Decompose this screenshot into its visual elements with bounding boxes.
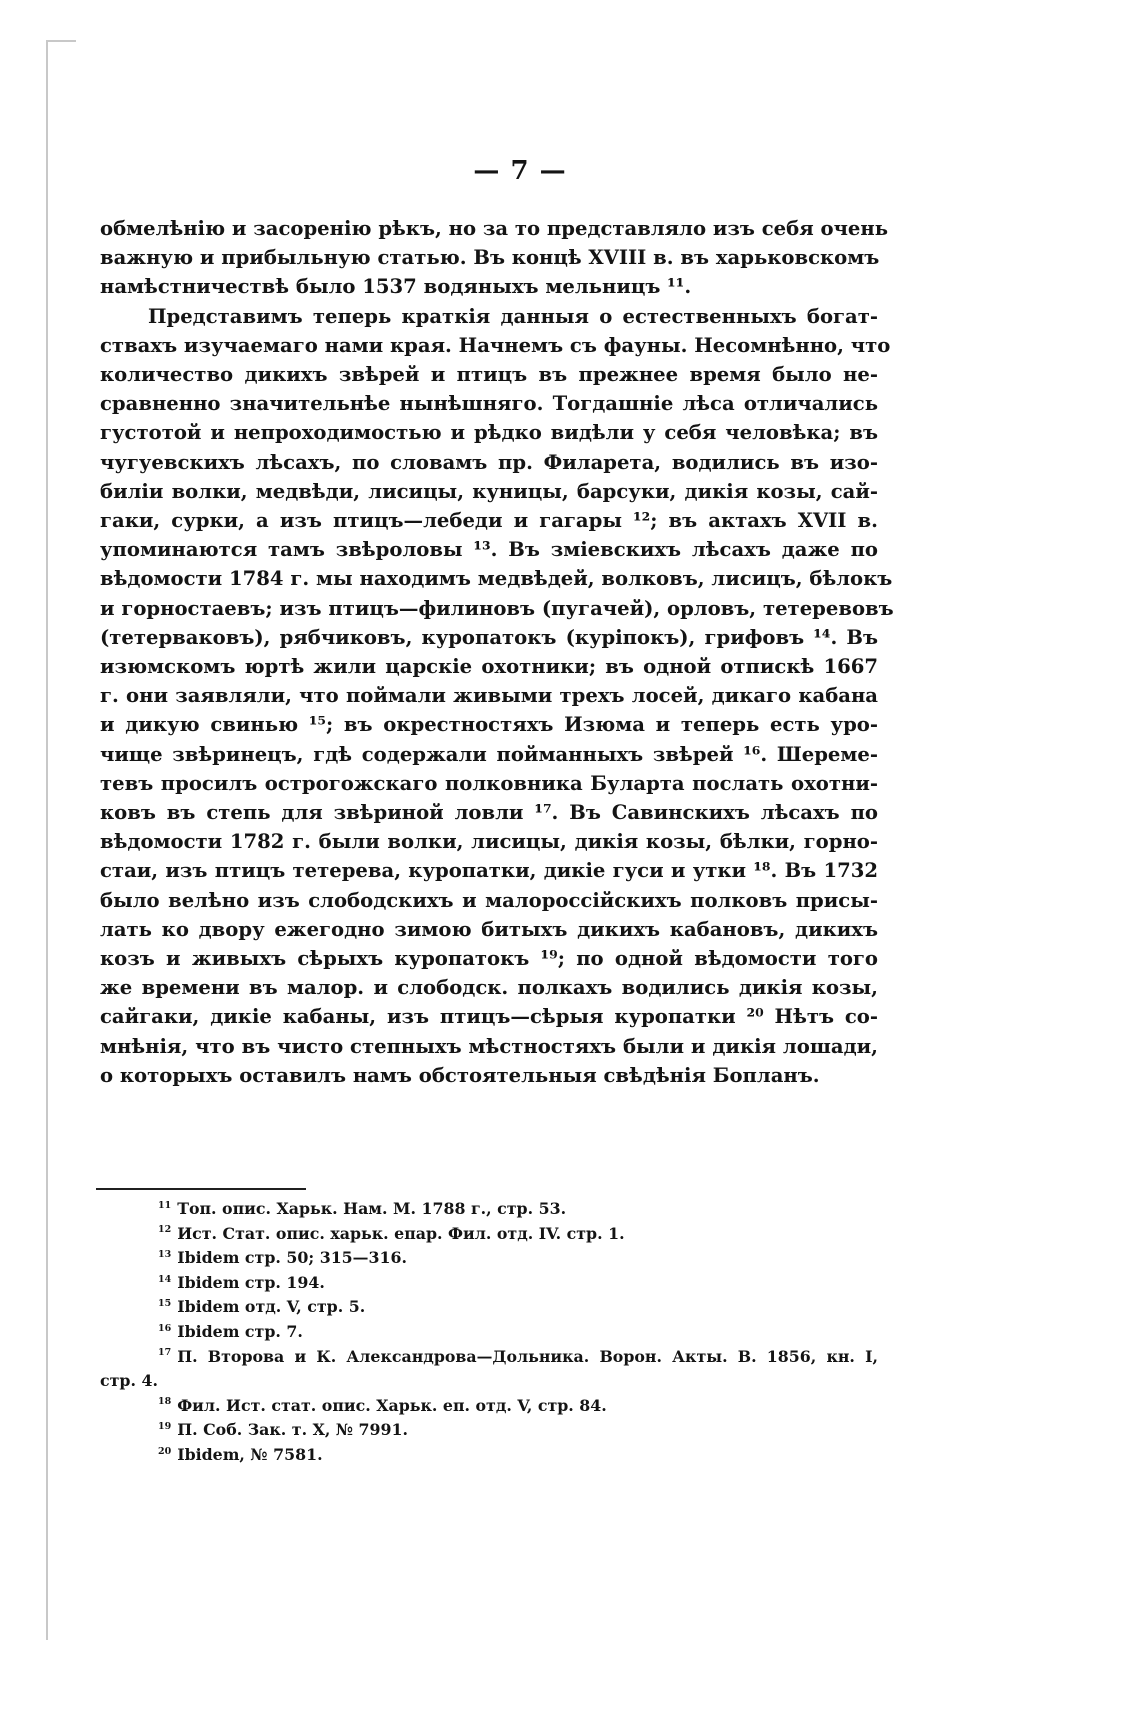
footnote-continuation: стр. 4.: [100, 1371, 158, 1391]
footnote-number: 19: [158, 1421, 172, 1433]
footnote-text: Топ. опис. Харьк. Нам. М. 1788 г., стр. 53.: [177, 1199, 567, 1218]
footnote-text: Ibidem стр. 7.: [177, 1321, 303, 1341]
text-line: упоминаются тамъ звѣроловы ¹³. Въ зміевскихъ лѣсахъ даже по: [100, 538, 878, 562]
footnote-number: 11: [158, 1199, 172, 1211]
text-line: сайгаки, дикіе кабаны, изъ птицъ—сѣрыя куропатки ²⁰ Нѣтъ со-: [100, 1005, 878, 1029]
footnote-divider: [96, 1188, 306, 1190]
text-line: намѣстничествѣ было 1537 водяныхъ мельницъ ¹¹.: [100, 275, 692, 299]
text-line: козъ и живыхъ сѣрыхъ куропатокъ ¹⁹; по одной вѣдомости того: [100, 947, 878, 971]
footnote: [100, 1345, 878, 1394]
text-line: сравненно значительнѣе нынѣшняго. Тогдашніе лѣса отличались: [100, 392, 878, 416]
footnotes: [100, 1197, 878, 1468]
text-line: мнѣнія, что въ чисто степныхъ мѣстностяхъ были и дикія лошади,: [100, 1034, 878, 1058]
footnote: [100, 1443, 878, 1468]
text-line: вѣдомости 1782 г. были волки, лисицы, дикія козы, бѣлки, горно-: [100, 830, 878, 854]
footnote-text: Фил. Ист. стат. опис. Харьк. еп. отд. V, стр. 84.: [177, 1395, 607, 1415]
footnote-number: 17: [158, 1347, 172, 1359]
text-line: ствахъ изучаемаго нами края. Начнемъ съ фауны. Несомнѣнно, что: [100, 333, 891, 357]
footnote-number: 16: [158, 1322, 172, 1334]
text-line: обмелѣнію и засоренію рѣкъ, но за то представляло изъ себя очень: [100, 217, 889, 240]
text-line: изюмскомъ юртѣ жили царскіе охотники; въ одной отпискѣ 1667: [100, 655, 878, 679]
text-line: же времени въ малор. и слободск. полкахъ водились дикія козы,: [100, 976, 878, 1000]
text-line: густотой и непроходимостью и рѣдко видѣли у себя человѣка; въ: [100, 421, 878, 445]
text-line: г. они заявляли, что поймали живыми трехъ лосей, дикаго кабана: [100, 684, 878, 708]
footnote-text: Ibidem стр. 50; 315—316.: [177, 1248, 407, 1268]
footnote: [100, 1222, 878, 1247]
text-line: вѣдомости 1784 г. мы находимъ медвѣдей, волковъ, лисицъ, бѣлокъ: [100, 567, 893, 591]
footnote-number: 14: [158, 1273, 172, 1285]
text-line: чище звѣринецъ, гдѣ содержали пойманныхъ звѣрей ¹⁶. Шереме-: [100, 742, 878, 766]
footnote-text: П. Второва и К. Александрова—Дольника. Ворон. Акты. В. 1856, кн. I,: [177, 1346, 878, 1366]
text-line: важную и прибыльную статью. Въ концѣ XVIII в. въ харьковскомъ: [100, 246, 880, 270]
footnote-text: Ibidem отд. V, стр. 5.: [177, 1297, 366, 1317]
footnote-number: 15: [158, 1298, 172, 1310]
text-line: стаи, изъ птицъ тетерева, куропатки, дикіе гуси и утки ¹⁸. Въ 1732: [100, 859, 878, 883]
text-line: лать ко двору ежегодно зимою битыхъ дикихъ кабановъ, дикихъ: [100, 917, 878, 941]
main-text: [100, 214, 894, 1090]
footnote: [100, 1418, 878, 1443]
text-line: количество дикихъ звѣрей и птицъ въ прежнее время было не-: [100, 363, 878, 387]
footnote-number: 12: [158, 1224, 172, 1236]
footnote-number: 20: [158, 1445, 172, 1457]
footnote-text: П. Соб. Зак. т. X, № 7991.: [177, 1420, 408, 1440]
scan-border-left: [46, 40, 48, 1640]
footnote: [100, 1320, 878, 1345]
text-line: и дикую свинью ¹⁵; въ окрестностяхъ Изюма и теперь есть уро-: [100, 713, 878, 737]
footnote-number: 13: [158, 1248, 172, 1260]
text-line: чугуевскихъ лѣсахъ, по словамъ пр. Филарета, водились въ изо-: [100, 450, 878, 474]
text-line: гаки, сурки, а изъ птицъ—лебеди и гагары ¹²; въ актахъ XVII в.: [100, 509, 878, 533]
text-line: было велѣно изъ слободскихъ и малороссійскихъ полковъ присы-: [100, 888, 878, 912]
footnote-text: Ibidem, № 7581.: [177, 1444, 323, 1464]
footnote: [100, 1394, 878, 1419]
text-line: о которыхъ оставилъ намъ обстоятельныя свѣдѣнія Бопланъ.: [100, 1063, 820, 1087]
text-line: (тетерваковъ), рябчиковъ, куропатокъ (куріпокъ), грифовъ ¹⁴. Въ: [100, 625, 878, 649]
footnote-text: Ист. Стат. опис. харьк. епар. Фил. отд. IV. стр. 1.: [177, 1223, 625, 1243]
page-number: — 7 —: [473, 156, 567, 186]
footnote: [100, 1197, 878, 1222]
text-line: биліи волки, медвѣди, лисицы, куницы, барсуки, дикія козы, сай-: [100, 479, 878, 503]
text-line: и горностаевъ; изъ птицъ—филиновъ (пугачей), орловъ, тетеревовъ: [100, 596, 894, 620]
scan-border-top: [46, 40, 76, 42]
footnote: [100, 1295, 878, 1320]
footnote: [100, 1271, 878, 1296]
footnote-text: Ibidem стр. 194.: [177, 1272, 325, 1292]
text-line: тевъ просилъ острогожскаго полковника Буларта послать охотни-: [100, 771, 878, 795]
text-line: Представимъ теперь краткія данныя о естественныхъ богат-: [148, 304, 878, 328]
text-line: ковъ въ степь для звѣриной ловли ¹⁷. Въ Савинскихъ лѣсахъ по: [100, 801, 878, 825]
footnote: [100, 1246, 878, 1271]
footnote-number: 18: [158, 1396, 172, 1408]
